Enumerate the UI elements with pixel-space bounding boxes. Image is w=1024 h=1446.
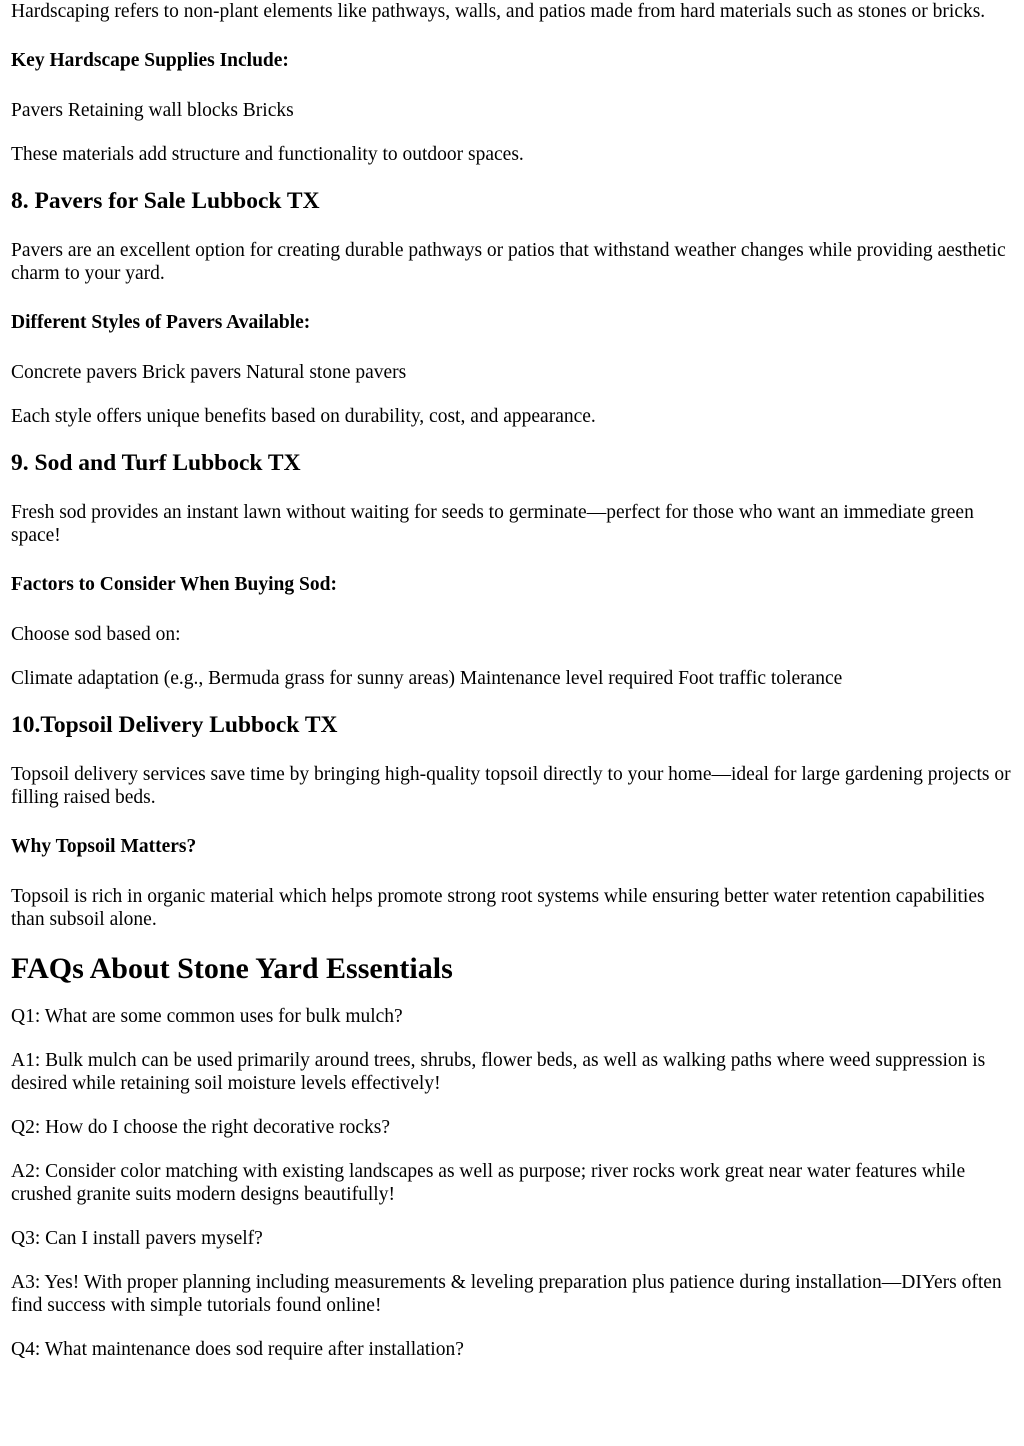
section-9-heading: 9. Sod and Turf Lubbock TX [11,450,301,476]
section-10-subheading: Why Topsoil Matters? [11,836,197,857]
intro-paragraph: Hardscaping refers to non-plant elements like pathways, walls, and patios made from hard materials such as stones or bricks. [11,1,986,22]
section-9-list: Climate adaptation (e.g., Bermuda grass for sunny areas) Maintenance level required Foot traffic tolerance [11,668,843,689]
faq-question-4: Q4: What maintenance does sod require after installation? [11,1339,464,1360]
faq-question-3: Q3: Can I install pavers myself? [11,1228,263,1249]
faq-heading: FAQs About Stone Yard Essentials [11,952,453,985]
section-10-paragraph: Topsoil delivery services save time by bringing high-quality topsoil directly to your home—ideal for large gardening projects or filling raised beds. [11,764,1011,808]
intro-list: Pavers Retaining wall blocks Bricks [11,100,294,121]
section-8-paragraph: Pavers are an excellent option for creating durable pathways or patios that withstand weather changes while providing aesthetic charm to your yard. [11,240,1006,284]
faq-answer-1: A1: Bulk mulch can be used primarily around trees, shrubs, flower beds, as well as walking paths where weed suppression is desired while retaining soil moisture levels effectively! [11,1050,986,1094]
section-9-subheading: Factors to Consider When Buying Sod: [11,574,337,595]
section-8-closing: Each style offers unique benefits based on durability, cost, and appearance. [11,406,596,427]
intro-subheading: Key Hardscape Supplies Include: [11,50,289,71]
section-9-paragraph: Fresh sod provides an instant lawn without waiting for seeds to germinate—perfect for those who want an immediate green space! [11,502,974,546]
section-9-lead: Choose sod based on: [11,624,181,645]
faq-question-2: Q2: How do I choose the right decorative rocks? [11,1117,391,1138]
section-10-heading: 10.Topsoil Delivery Lubbock TX [11,712,338,738]
section-8-subheading: Different Styles of Pavers Available: [11,312,311,333]
faq-question-1: Q1: What are some common uses for bulk mulch? [11,1006,403,1027]
section-8-list: Concrete pavers Brick pavers Natural stone pavers [11,362,407,383]
section-10-closing: Topsoil is rich in organic material which helps promote strong root systems while ensuring better water retention capabilities than subsoil alone. [11,886,985,930]
faq-answer-3: A3: Yes! With proper planning including measurements & leveling preparation plus patience during installation—DIYers often find success with simple tutorials found online! [11,1272,1002,1316]
section-8-heading: 8. Pavers for Sale Lubbock TX [11,188,320,214]
faq-answer-2: A2: Consider color matching with existing landscapes as well as purpose; river rocks work great near water features while crushed granite suits modern designs beautifully! [11,1161,966,1205]
intro-closing: These materials add structure and functionality to outdoor spaces. [11,144,524,165]
